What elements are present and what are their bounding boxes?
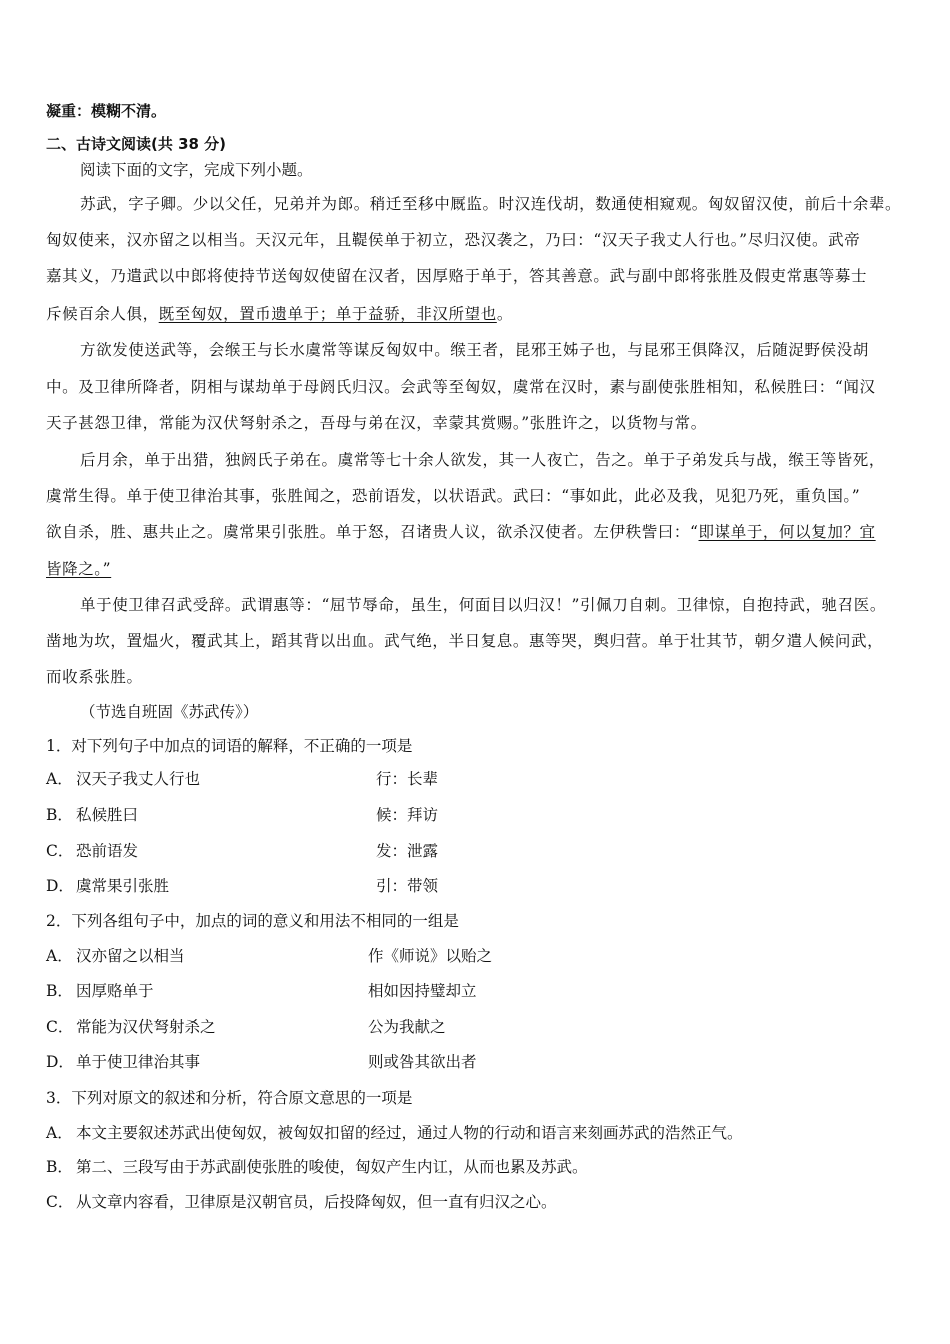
section-title: 二、古诗文阅读(共 38 分) [46,135,227,153]
passage-p4-line1: 单于使卫律召武受辞。武谓惠等：“屈节辱命，虽生，何面目以归汉！”引佩刀自刺。卫律惊，自抱持武，驰召医。 [80,596,886,614]
q1-option-c-label: C． [46,842,74,860]
q1-option-b-sentence: 私候胜曰 [76,806,139,824]
q1-option-c-note: 发：泄露 [376,842,439,860]
q2-option-d-note: 则或咎其欲出者 [368,1053,477,1071]
passage-p3-line3-pre: 欲自杀，胜、惠共止之。虞常果引张胜。单于怒，召诸贵人议，欲杀汉使者。左伊秩訾曰：“ [46,523,699,541]
q2-option-c-label: C． [46,1018,74,1036]
passage-p4-line2: 凿地为坎，置煴火，覆武其上，蹈其背以出血。武气绝，半日复息。惠等哭，舆归营。单于壮其节，朝夕遣人候问武， [46,632,884,650]
question-2-stem: 2．下列各组句子中，加点的词的意义和用法不相同的一组是 [46,912,459,930]
passage-p2-line3: 天子甚怨卫律，常能为汉伏弩射杀之，吾母与弟在汉，幸蒙其赏赐。”张胜许之，以货物与常。 [46,414,707,432]
q3-option-b-label: B． [46,1158,73,1176]
vocab-note-text: 模糊不清。 [91,102,167,120]
passage-p3-line2: 虞常生得。单于使卫律治其事，张胜闻之，恐前语发，以状语武。武曰：“事如此，此必及我，见犯乃死，重负国。” [46,487,861,505]
q1-option-c-sentence: 恐前语发 [76,842,139,860]
q3-option-a-label: A． [46,1124,73,1142]
q2-option-b-sentence: 因厚赂单于 [76,982,154,1000]
q2-option-b-label: B． [46,982,73,1000]
passage-source: （节选自班固《苏武传》） [80,703,259,721]
underlined-sentence-1: 既至匈奴，置币遗单于；单于益骄，非汉所望也 [158,305,497,323]
q1-option-d-label: D． [46,877,74,895]
q3-option-b-sentence: 第二、三段写由于苏武副使张胜的唆使，匈奴产生内讧，从而也累及苏武。 [76,1158,588,1176]
underlined-sentence-2b: 皆降之。” [46,560,112,578]
question-3-stem: 3．下列对原文的叙述和分析，符合原文意思的一项是 [46,1089,413,1107]
q2-option-b-note: 相如因持璧却立 [368,982,477,1000]
q2-option-d-sentence: 单于使卫律治其事 [76,1053,201,1071]
q1-option-a-label: A． [46,770,73,788]
q1-option-a-sentence: 汉天子我丈人行也 [76,770,201,788]
q3-option-c-sentence: 从文章内容看，卫律原是汉朝官员，后投降匈奴，但一直有归汉之心。 [76,1193,557,1211]
passage-p2-line1: 方欲发使送武等，会缑王与长水虞常等谋反匈奴中。缑王者，昆邪王姊子也，与昆邪王俱降汉，后随浞野侯没胡 [80,341,869,359]
passage-p4-line3: 而收系张胜。 [46,668,143,686]
passage-p3-line1: 后月余，单于出猎，独阏氏子弟在。虞常等七十余人欲发，其一人夜亡，告之。单于子弟发兵与战，缑王等皆死， [80,451,886,469]
passage-p2-line2: 中。及卫律所降者，阴相与谋劫单于母阏氏归汉。会武等至匈奴，虞常在汉时，素与副使张胜相知，私候胜曰：“闻汉 [46,378,876,396]
q2-option-c-sentence: 常能为汉伏弩射杀之 [76,1018,216,1036]
passage-p1-line3: 嘉其义，乃遣武以中郎将使持节送匈奴使留在汉者，因厚赂于单于，答其善意。武与副中郎将张胜及假吏常惠等募士 [46,267,868,285]
q2-option-a-label: A． [46,947,73,965]
q2-option-d-label: D． [46,1053,74,1071]
passage-p3-line4 [46,559,111,579]
passage-p1-line2: 匈奴使来，汉亦留之以相当。天汉元年，且鞮侯单于初立，恐汉袭之，乃曰：“汉天子我丈人行也。”尽归汉使。武帝 [46,231,861,249]
q1-option-b-label: B． [46,806,73,824]
q2-option-c-note: 公为我献之 [368,1018,446,1036]
q2-option-a-note: 作《师说》以贻之 [368,947,493,965]
underlined-sentence-2a: 即谋单于，何以复加？宜 [698,523,876,541]
vocab-note [46,101,166,121]
q1-option-d-note: 引：带领 [376,877,439,895]
q1-option-a-note: 行：长辈 [376,770,439,788]
passage-p1-line4-post: 。 [496,305,513,323]
vocab-note-label: 凝重： [46,102,92,120]
q3-option-c-label: C． [46,1193,74,1211]
passage-p3-line3 [46,522,876,542]
question-1-stem: 1．对下列句子中加点的词语的解释，不正确的一项是 [46,737,413,755]
section-instruction: 阅读下面的文字，完成下列小题。 [80,161,313,179]
q1-option-b-note: 候：拜访 [376,806,439,824]
passage-p1-line1: 苏武，字子卿。少以父任，兄弟并为郎。稍迁至移中厩监。时汉连伐胡，数通使相窥观。匈奴留汉使，前后十余辈。 [80,195,902,213]
passage-p1-line4-pre: 斥候百余人俱， [46,305,159,323]
passage-p1-line4 [46,304,513,324]
q3-option-a-sentence: 本文主要叙述苏武出使匈奴，被匈奴扣留的经过，通过人物的行动和语言来刻画苏武的浩然正气。 [76,1124,743,1142]
q1-option-d-sentence: 虞常果引张胜 [76,877,170,895]
q2-option-a-sentence: 汉亦留之以相当 [76,947,185,965]
